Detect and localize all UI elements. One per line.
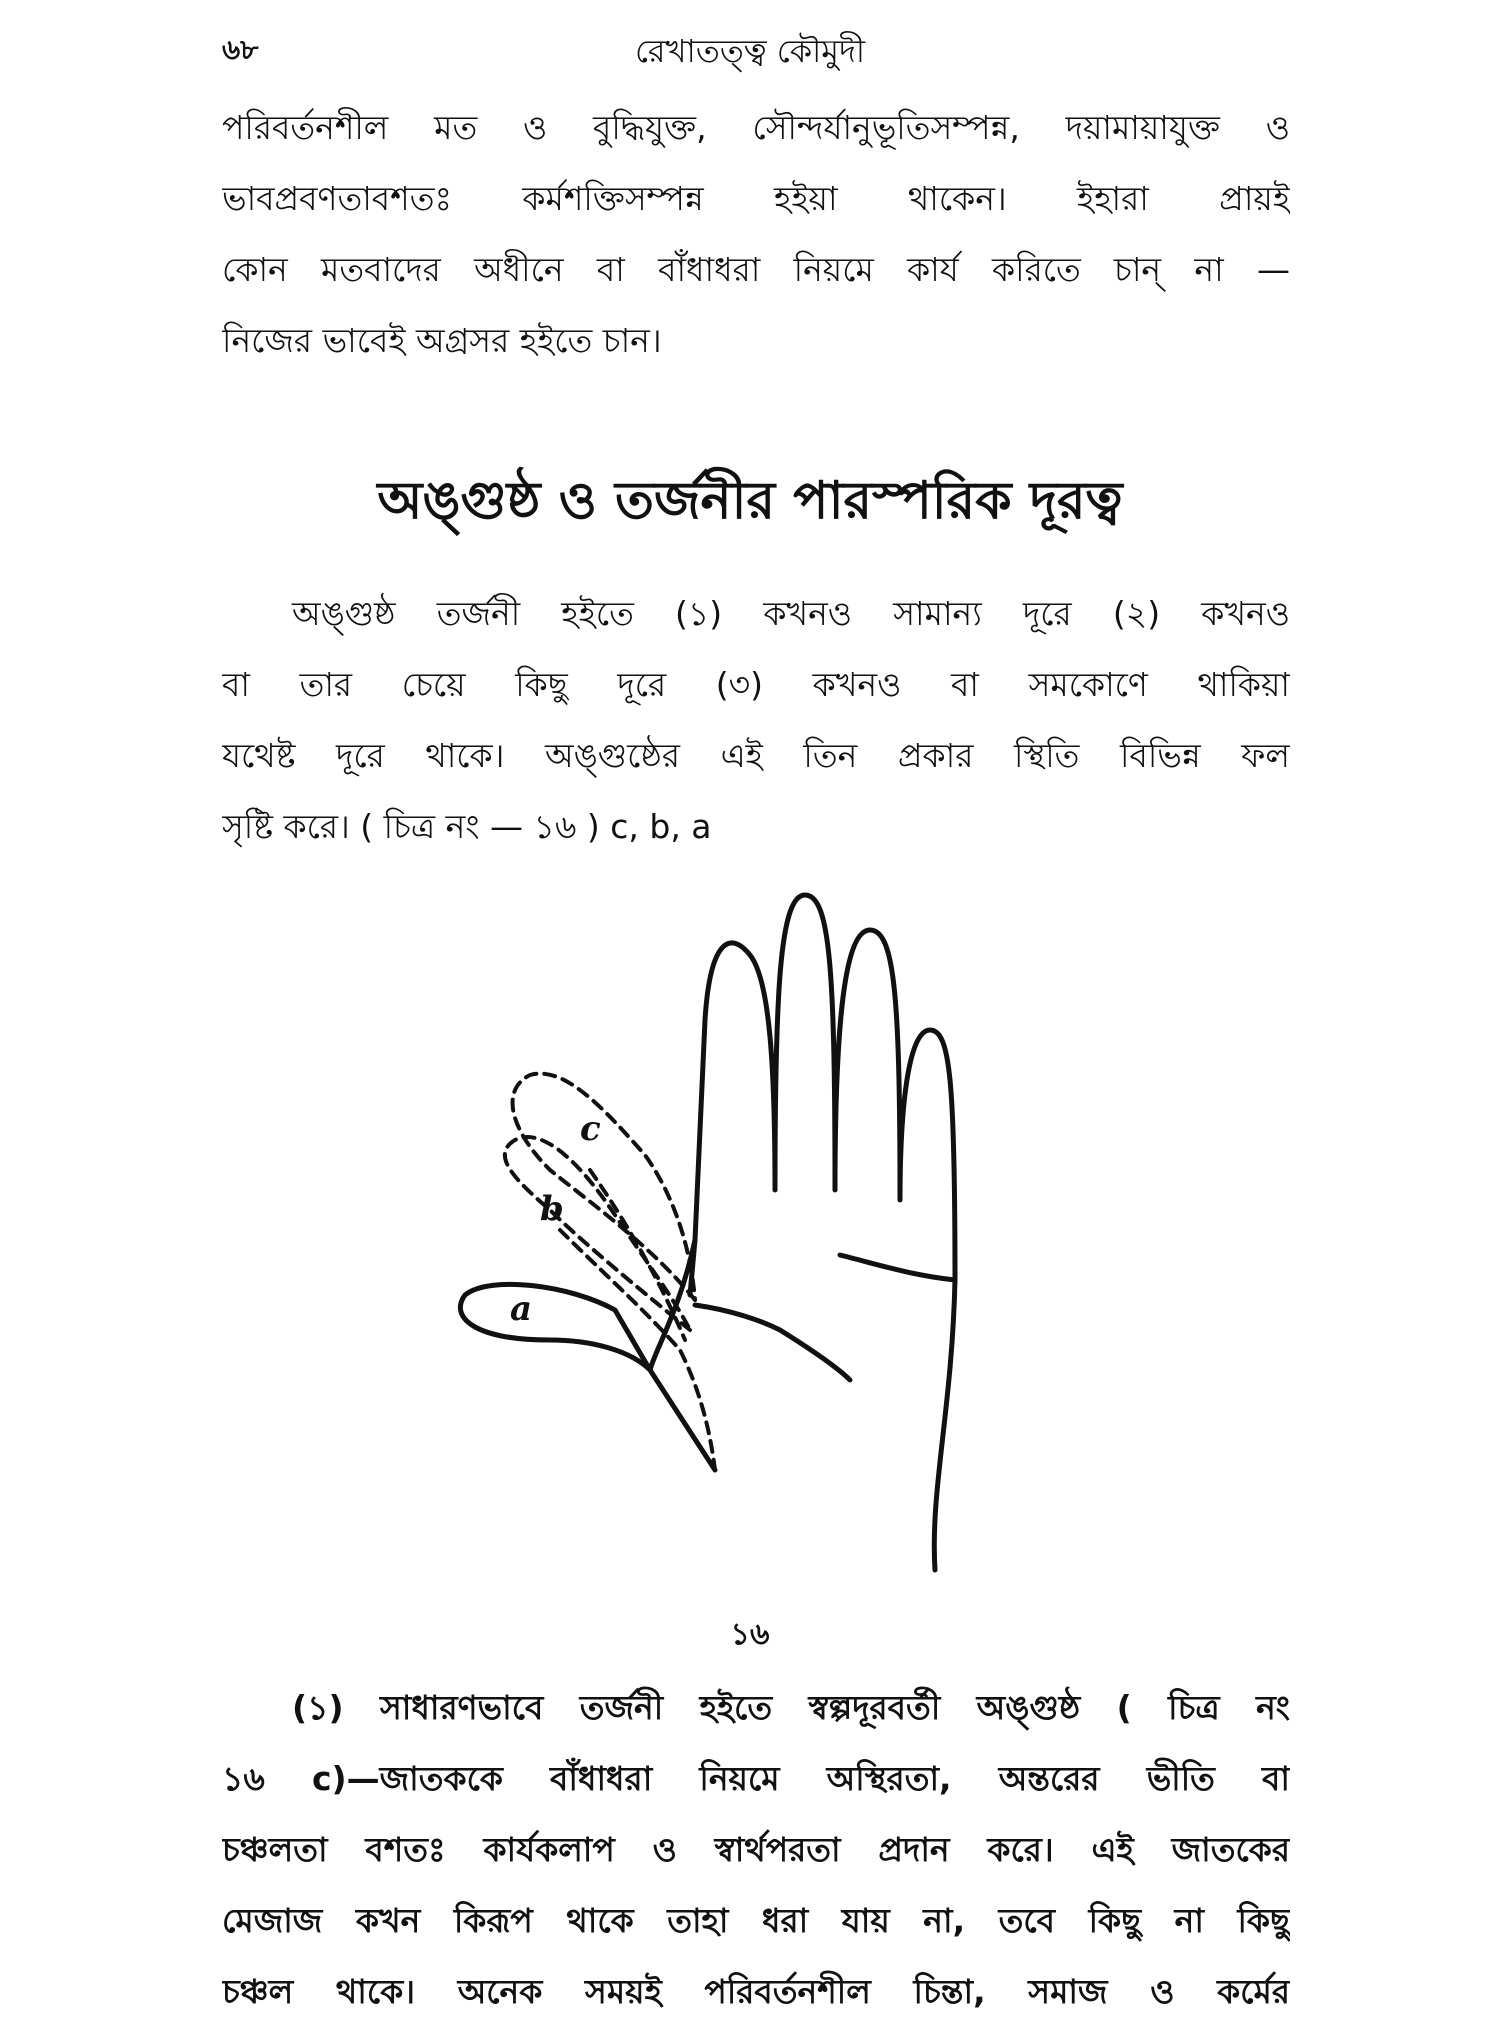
paragraph-1-line: ভাবপ্রবণতাবশতঃ কর্মশক্তিসম্পন্ন হইয়া থাকেন। ইহারা প্রায়ই xyxy=(222,179,1290,218)
figure-label-c: c xyxy=(580,1109,601,1149)
paragraph-3-line: মেজাজ কখন কিরূপ থাকে তাহা ধরা যায় না, তবে কিছু না কিছু xyxy=(222,1901,1290,1940)
figure-label-b: b xyxy=(540,1189,564,1229)
palm-line-upper xyxy=(840,1255,955,1280)
page-number: ৬৮ xyxy=(222,33,259,66)
paragraph-2-line: সৃষ্টি করে। ( চিত্র নং — ১৬ ) c, b, a xyxy=(222,807,712,846)
paragraph-1-line: পরিবর্তনশীল মত ও বুদ্ধিযুক্ত, সৌন্দর্যানুভূতিসম্পন্ন, দয়ামায়াযুক্ত ও xyxy=(222,108,1290,147)
paragraph-2 xyxy=(222,578,1290,862)
paragraph-2-line: যথেষ্ট দূরে থাকে। অঙ্গুষ্ঠের এই তিন প্রকার স্থিতি বিভিন্ন ফল xyxy=(222,736,1290,775)
hand-illustration xyxy=(430,870,1050,1590)
paragraph-2-line: বা তার চেয়ে কিছু দূরে (৩) কখনও বা সমকোণে থাকিয়া xyxy=(222,665,1290,704)
running-title: রেখাতত্ত্ব কৌমুদী xyxy=(634,32,866,70)
section-heading: অঙ্গুষ্ঠ ও তর্জনীর পারস্পরিক দূরত্ব xyxy=(377,471,1123,531)
palm-line-lower xyxy=(695,1305,850,1380)
paragraph-3-line: (১) সাধারণভাবে তর্জনী হইতে স্বল্পদূরবর্তী অঙ্গুষ্ঠ ( চিত্র নং xyxy=(292,1688,1290,1727)
paragraph-3-line: চঞ্চলতা বশতঃ কার্যকলাপ ও স্বার্থপরতা প্রদান করে। এই জাতকের xyxy=(222,1830,1290,1869)
paragraph-3 xyxy=(222,1672,1290,2027)
hand-figure xyxy=(430,870,1050,1590)
paragraph-1 xyxy=(222,92,1290,376)
paragraph-3-line: ১৬ c)—জাতককে বাঁধাধরা নিয়মে অস্থিরতা, অন্তরের ভীতি বা xyxy=(222,1759,1290,1798)
hand-outline xyxy=(690,895,955,1570)
paragraph-1-line: কোন মতবাদের অধীনে বা বাঁধাধরা নিয়মে কার্য করিতে চান্ না — xyxy=(222,250,1290,289)
paragraph-3-line: চঞ্চল থাকে। অনেক সময়ই পরিবর্তনশীল চিন্তা, সমাজ ও কর্মের xyxy=(222,1972,1290,2011)
figure-label-a: a xyxy=(510,1289,533,1329)
thumb-a-outline xyxy=(460,1240,715,1470)
paragraph-1-line: নিজের ভাবেই অগ্রসর হইতে চান। xyxy=(222,321,662,360)
figure-caption: ১৬ xyxy=(730,1617,770,1652)
paragraph-2-line: অঙ্গুষ্ঠ তর্জনী হইতে (১) কখনও সামান্য দূরে (২) কখনও xyxy=(292,594,1290,633)
